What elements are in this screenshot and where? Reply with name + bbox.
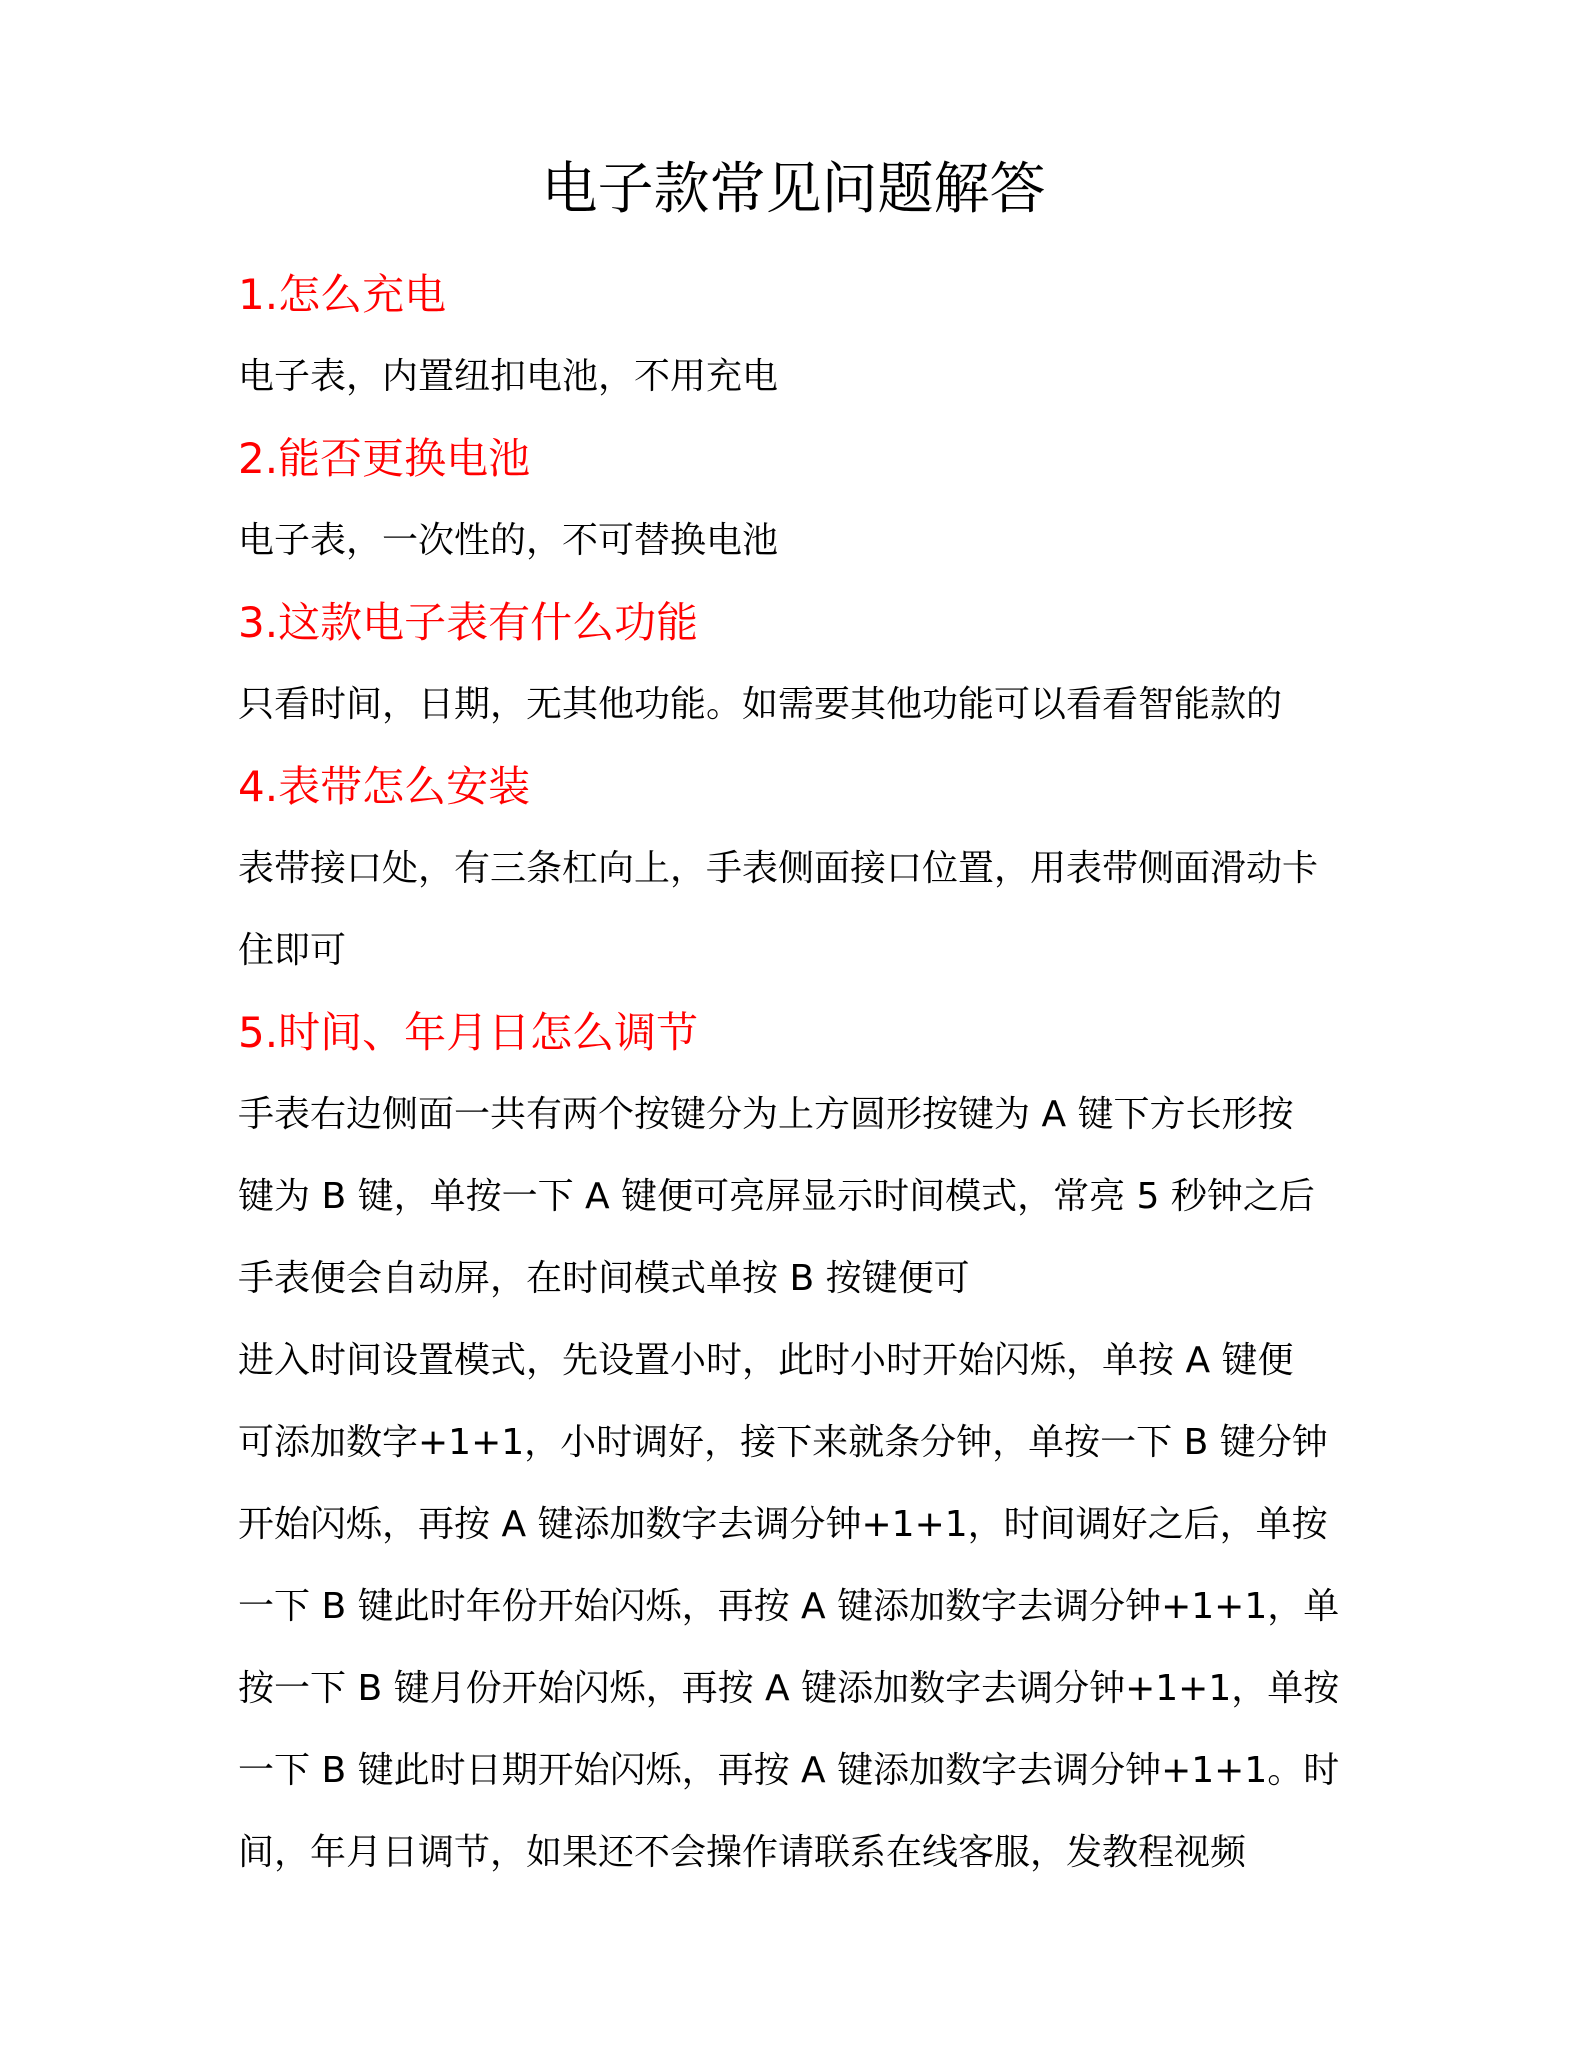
answer-line: 进入时间设置模式，先设置小时，此时小时开始闪烁，单按 A 键便 <box>238 1340 1294 1381</box>
answer-line: 一下 B 键此时年份开始闪烁，再按 A 键添加数字去调分钟+1+1，单 <box>238 1586 1340 1627</box>
faq-section <box>238 992 1348 1894</box>
answer-line: 电子表，一次性的，不可替换电池 <box>238 520 779 561</box>
faq-question: 2.能否更换电池 <box>238 434 531 483</box>
faq-answer <box>238 1074 1348 1894</box>
faq-section <box>238 254 1348 418</box>
answer-line: 一下 B 键此时日期开始闪烁，再按 A 键添加数字去调分钟+1+1。时 <box>238 1750 1340 1791</box>
faq-question: 1.怎么充电 <box>238 270 447 319</box>
answer-line: 键为 B 键，单按一下 A 键便可亮屏显示时间模式，常亮 5 秒钟之后 <box>238 1176 1315 1217</box>
faq-body <box>238 254 1348 1894</box>
answer-line: 按一下 B 键月份开始闪烁，再按 A 键添加数字去调分钟+1+1，单按 <box>238 1668 1340 1709</box>
answer-line: 住即可 <box>238 930 347 971</box>
faq-section <box>238 746 1348 992</box>
faq-answer <box>238 828 1348 992</box>
faq-question: 4.表带怎么安装 <box>238 762 531 811</box>
answer-line: 可添加数字+1+1，小时调好，接下来就条分钟，单按一下 B 键分钟 <box>238 1422 1328 1463</box>
answer-line: 间，年月日调节，如果还不会操作请联系在线客服，发教程视频 <box>238 1832 1247 1873</box>
answer-line: 电子表，内置纽扣电池，不用充电 <box>238 356 779 397</box>
faq-section <box>238 418 1348 582</box>
faq-section <box>238 582 1348 746</box>
answer-line: 手表右边侧面一共有两个按键分为上方圆形按键为 A 键下方长形按 <box>238 1094 1294 1135</box>
answer-line: 表带接口处，有三条杠向上，手表侧面接口位置，用表带侧面滑动卡 <box>238 848 1319 889</box>
answer-line: 开始闪烁，再按 A 键添加数字去调分钟+1+1，时间调好之后，单按 <box>238 1504 1328 1545</box>
faq-answer <box>238 336 1348 418</box>
page-title: 电子款常见问题解答 <box>541 157 1046 222</box>
answer-line: 手表便会自动屏，在时间模式单按 B 按键便可 <box>238 1258 970 1299</box>
faq-answer <box>238 500 1348 582</box>
faq-question: 3.这款电子表有什么功能 <box>238 598 699 647</box>
faq-question: 5.时间、年月日怎么调节 <box>238 1008 699 1057</box>
faq-answer <box>238 664 1348 746</box>
answer-line: 只看时间，日期，无其他功能。如需要其他功能可以看看智能款的 <box>238 684 1283 725</box>
